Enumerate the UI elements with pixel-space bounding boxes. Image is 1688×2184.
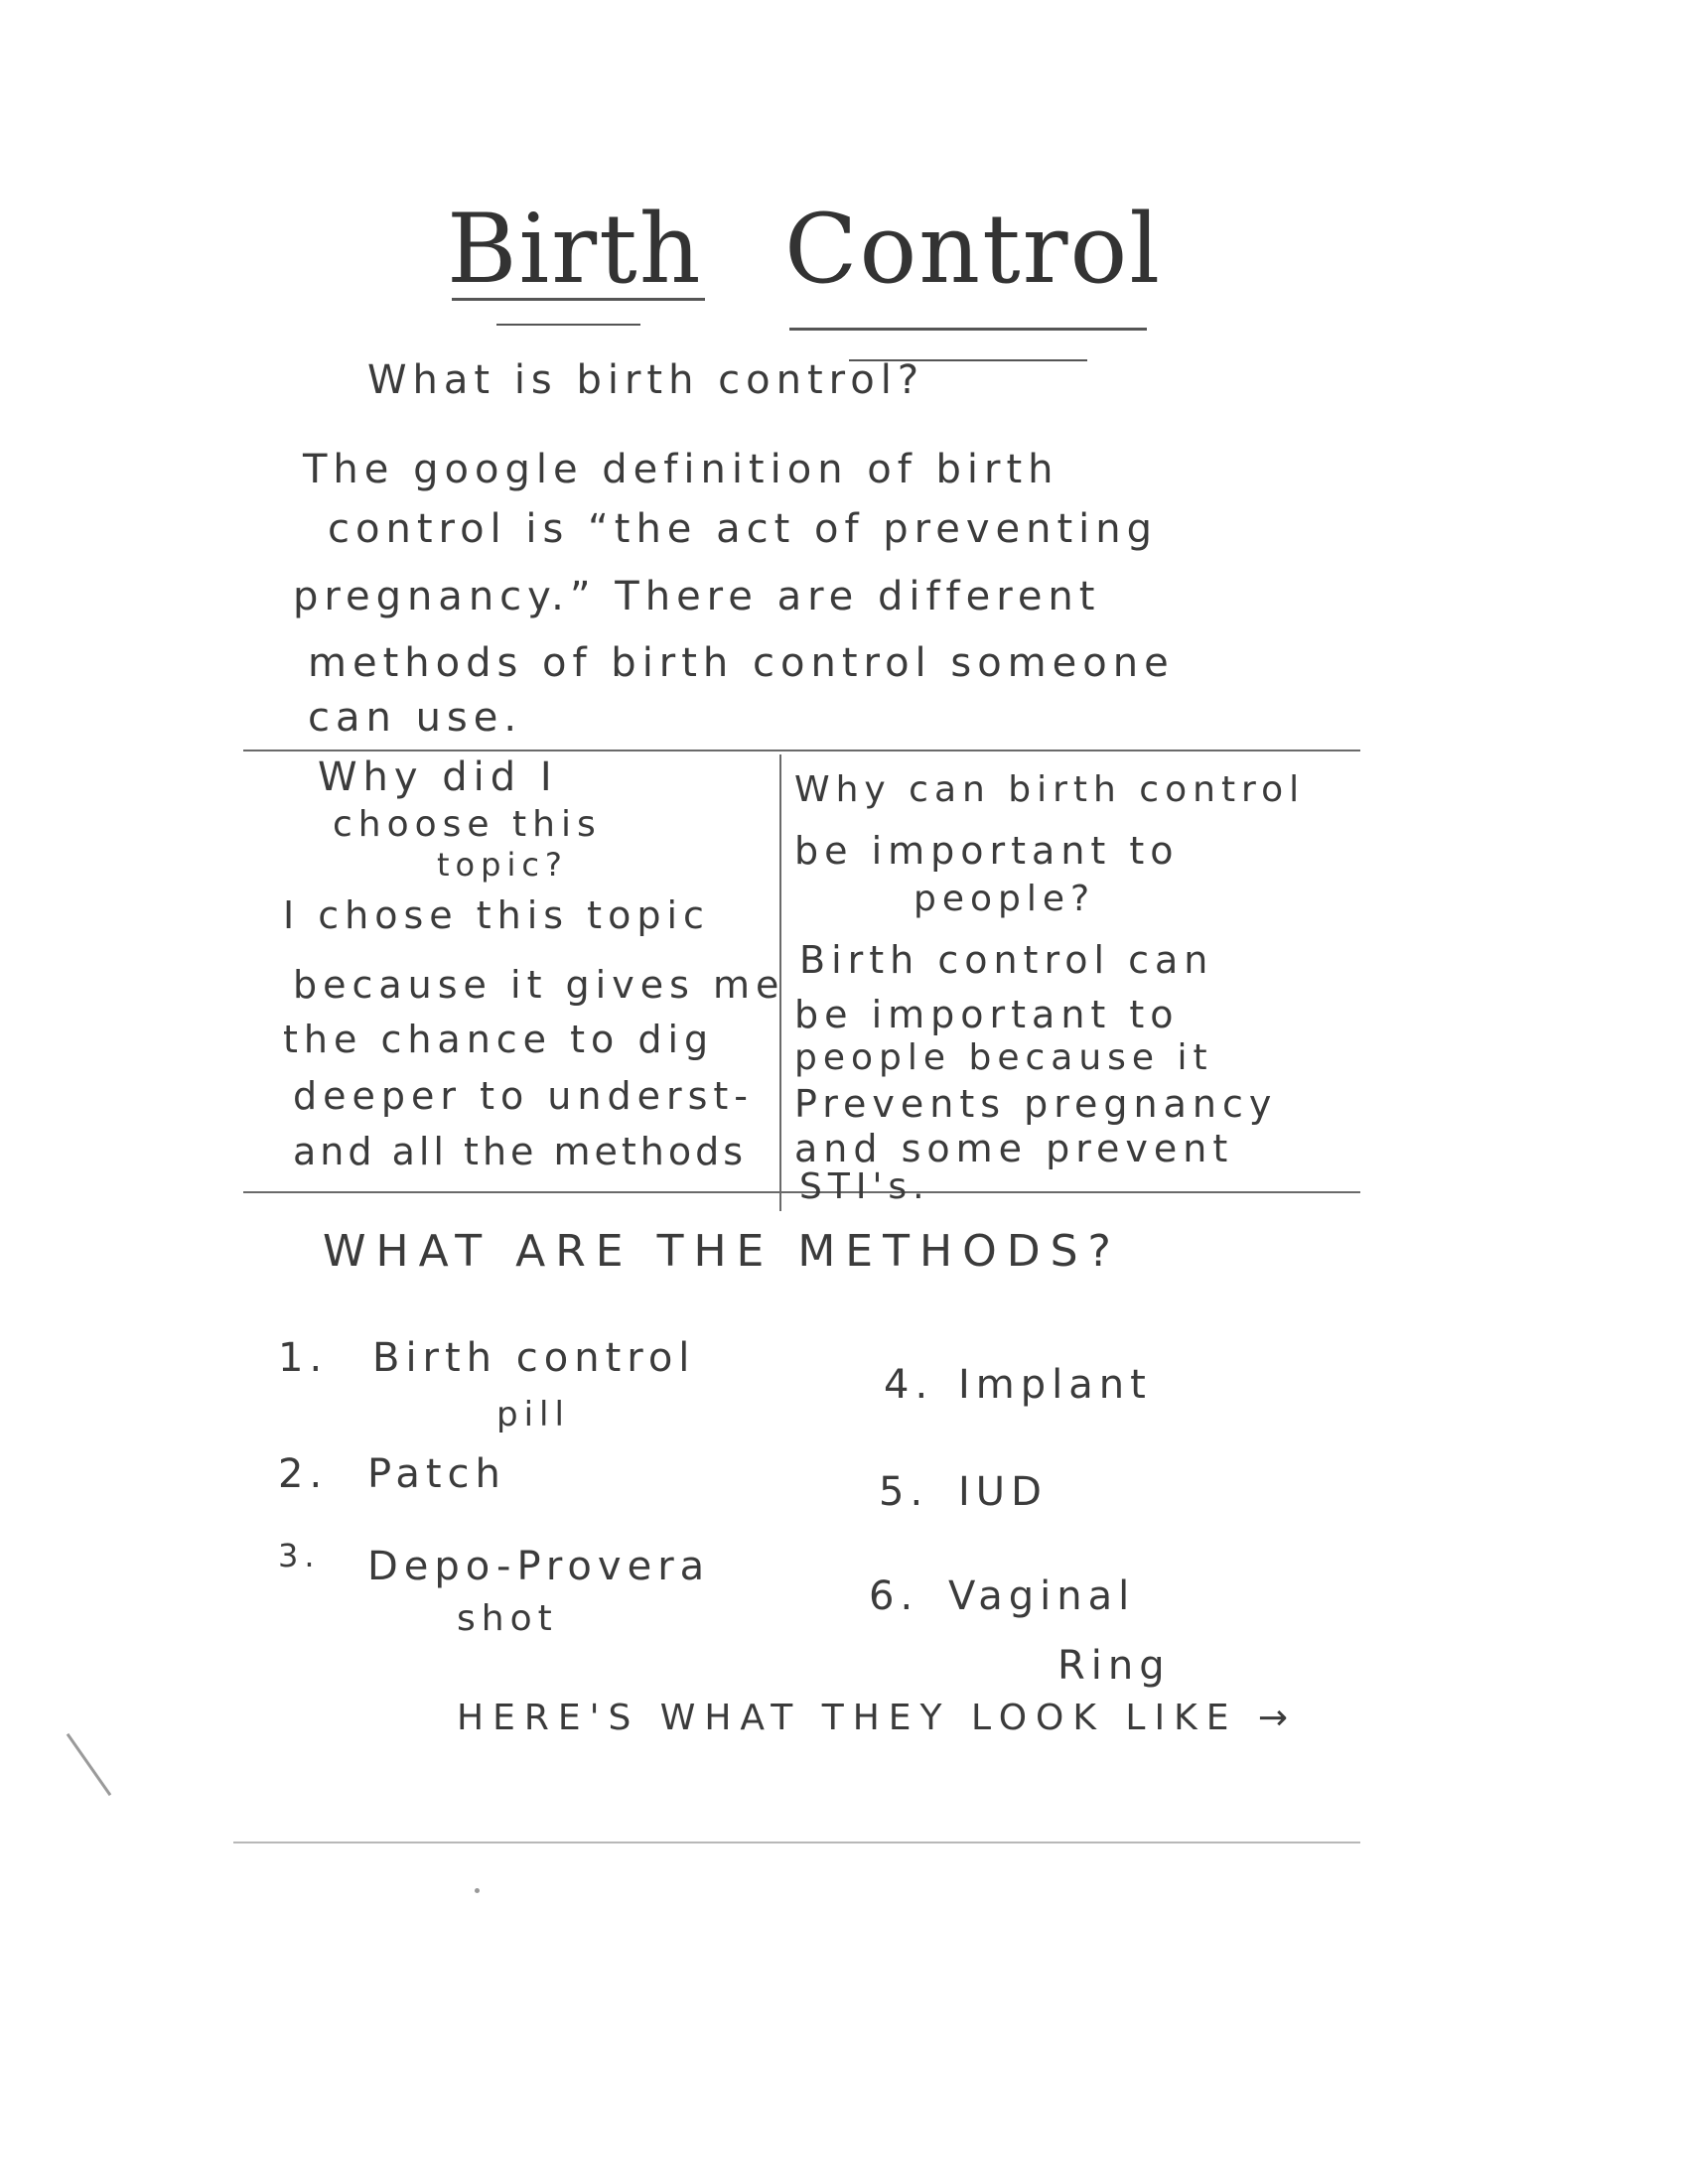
intro-line-2: control is “the act of preventing	[328, 506, 1159, 552]
method-6-name: Vaginal	[948, 1573, 1136, 1619]
left-answer-line-4: deeper to underst-	[293, 1074, 755, 1118]
left-question-line-3: topic?	[437, 846, 568, 884]
title-underline-birth	[452, 298, 705, 301]
method-2-name: Patch	[367, 1451, 506, 1497]
method-3-name-cont: shot	[457, 1598, 558, 1639]
left-answer-line-1: I chose this topic	[283, 893, 710, 937]
right-answer-line-3: people because it	[794, 1037, 1213, 1078]
left-question-line-1: Why did I	[318, 754, 558, 800]
right-answer-line-2: be important to	[794, 993, 1180, 1036]
title-underline-control	[789, 328, 1147, 331]
method-4-name: Implant	[958, 1362, 1152, 1408]
intro-line-4: methods of birth control someone	[308, 640, 1175, 686]
method-5-name: IUD	[958, 1469, 1048, 1515]
method-4-number: 4.	[884, 1362, 934, 1408]
methods-footer: HERE'S WHAT THEY LOOK LIKE →	[457, 1698, 1298, 1738]
method-1-name-cont: pill	[496, 1395, 570, 1434]
intro-line-3: pregnancy.” There are different	[293, 574, 1101, 619]
method-6-number: 6.	[869, 1573, 919, 1619]
box-top-rule	[243, 750, 1360, 751]
intro-line-1: The google definition of birth	[303, 447, 1059, 492]
method-6-name-cont: Ring	[1057, 1643, 1171, 1689]
title-word-birth: Birth	[447, 194, 703, 305]
intro-line-5: can use.	[308, 695, 523, 741]
method-1-name: Birth control	[372, 1335, 696, 1381]
bottom-rule	[233, 1842, 1360, 1843]
left-question-line-2: choose this	[333, 804, 602, 845]
method-3-name: Depo-Provera	[367, 1544, 711, 1589]
right-answer-line-5: and some prevent	[794, 1127, 1234, 1170]
left-answer-line-2: because it gives me	[293, 963, 785, 1007]
scan-dot	[475, 1888, 480, 1893]
right-question-line-3: people?	[914, 879, 1096, 919]
left-answer-line-5: and all the methods	[293, 1130, 748, 1173]
right-question-line-1: Why can birth control	[794, 769, 1306, 810]
right-answer-line-4: Prevents pregnancy	[794, 1082, 1278, 1126]
scan-mark	[67, 1733, 111, 1796]
right-answer-line-1: Birth control can	[799, 938, 1214, 982]
intro-question: What is birth control?	[367, 357, 925, 403]
left-answer-line-3: the chance to dig	[283, 1018, 715, 1061]
method-3-number: 3.	[278, 1537, 321, 1574]
right-answer-line-6: STI's.	[799, 1166, 930, 1207]
title-underline-birth-short	[496, 324, 640, 326]
title-word-control: Control	[784, 194, 1163, 305]
right-question-line-2: be important to	[794, 829, 1180, 873]
method-1-number: 1.	[278, 1335, 329, 1381]
methods-heading: WHAT ARE THE METHODS?	[323, 1226, 1121, 1277]
method-2-number: 2.	[278, 1451, 329, 1497]
method-5-number: 5.	[879, 1469, 929, 1515]
